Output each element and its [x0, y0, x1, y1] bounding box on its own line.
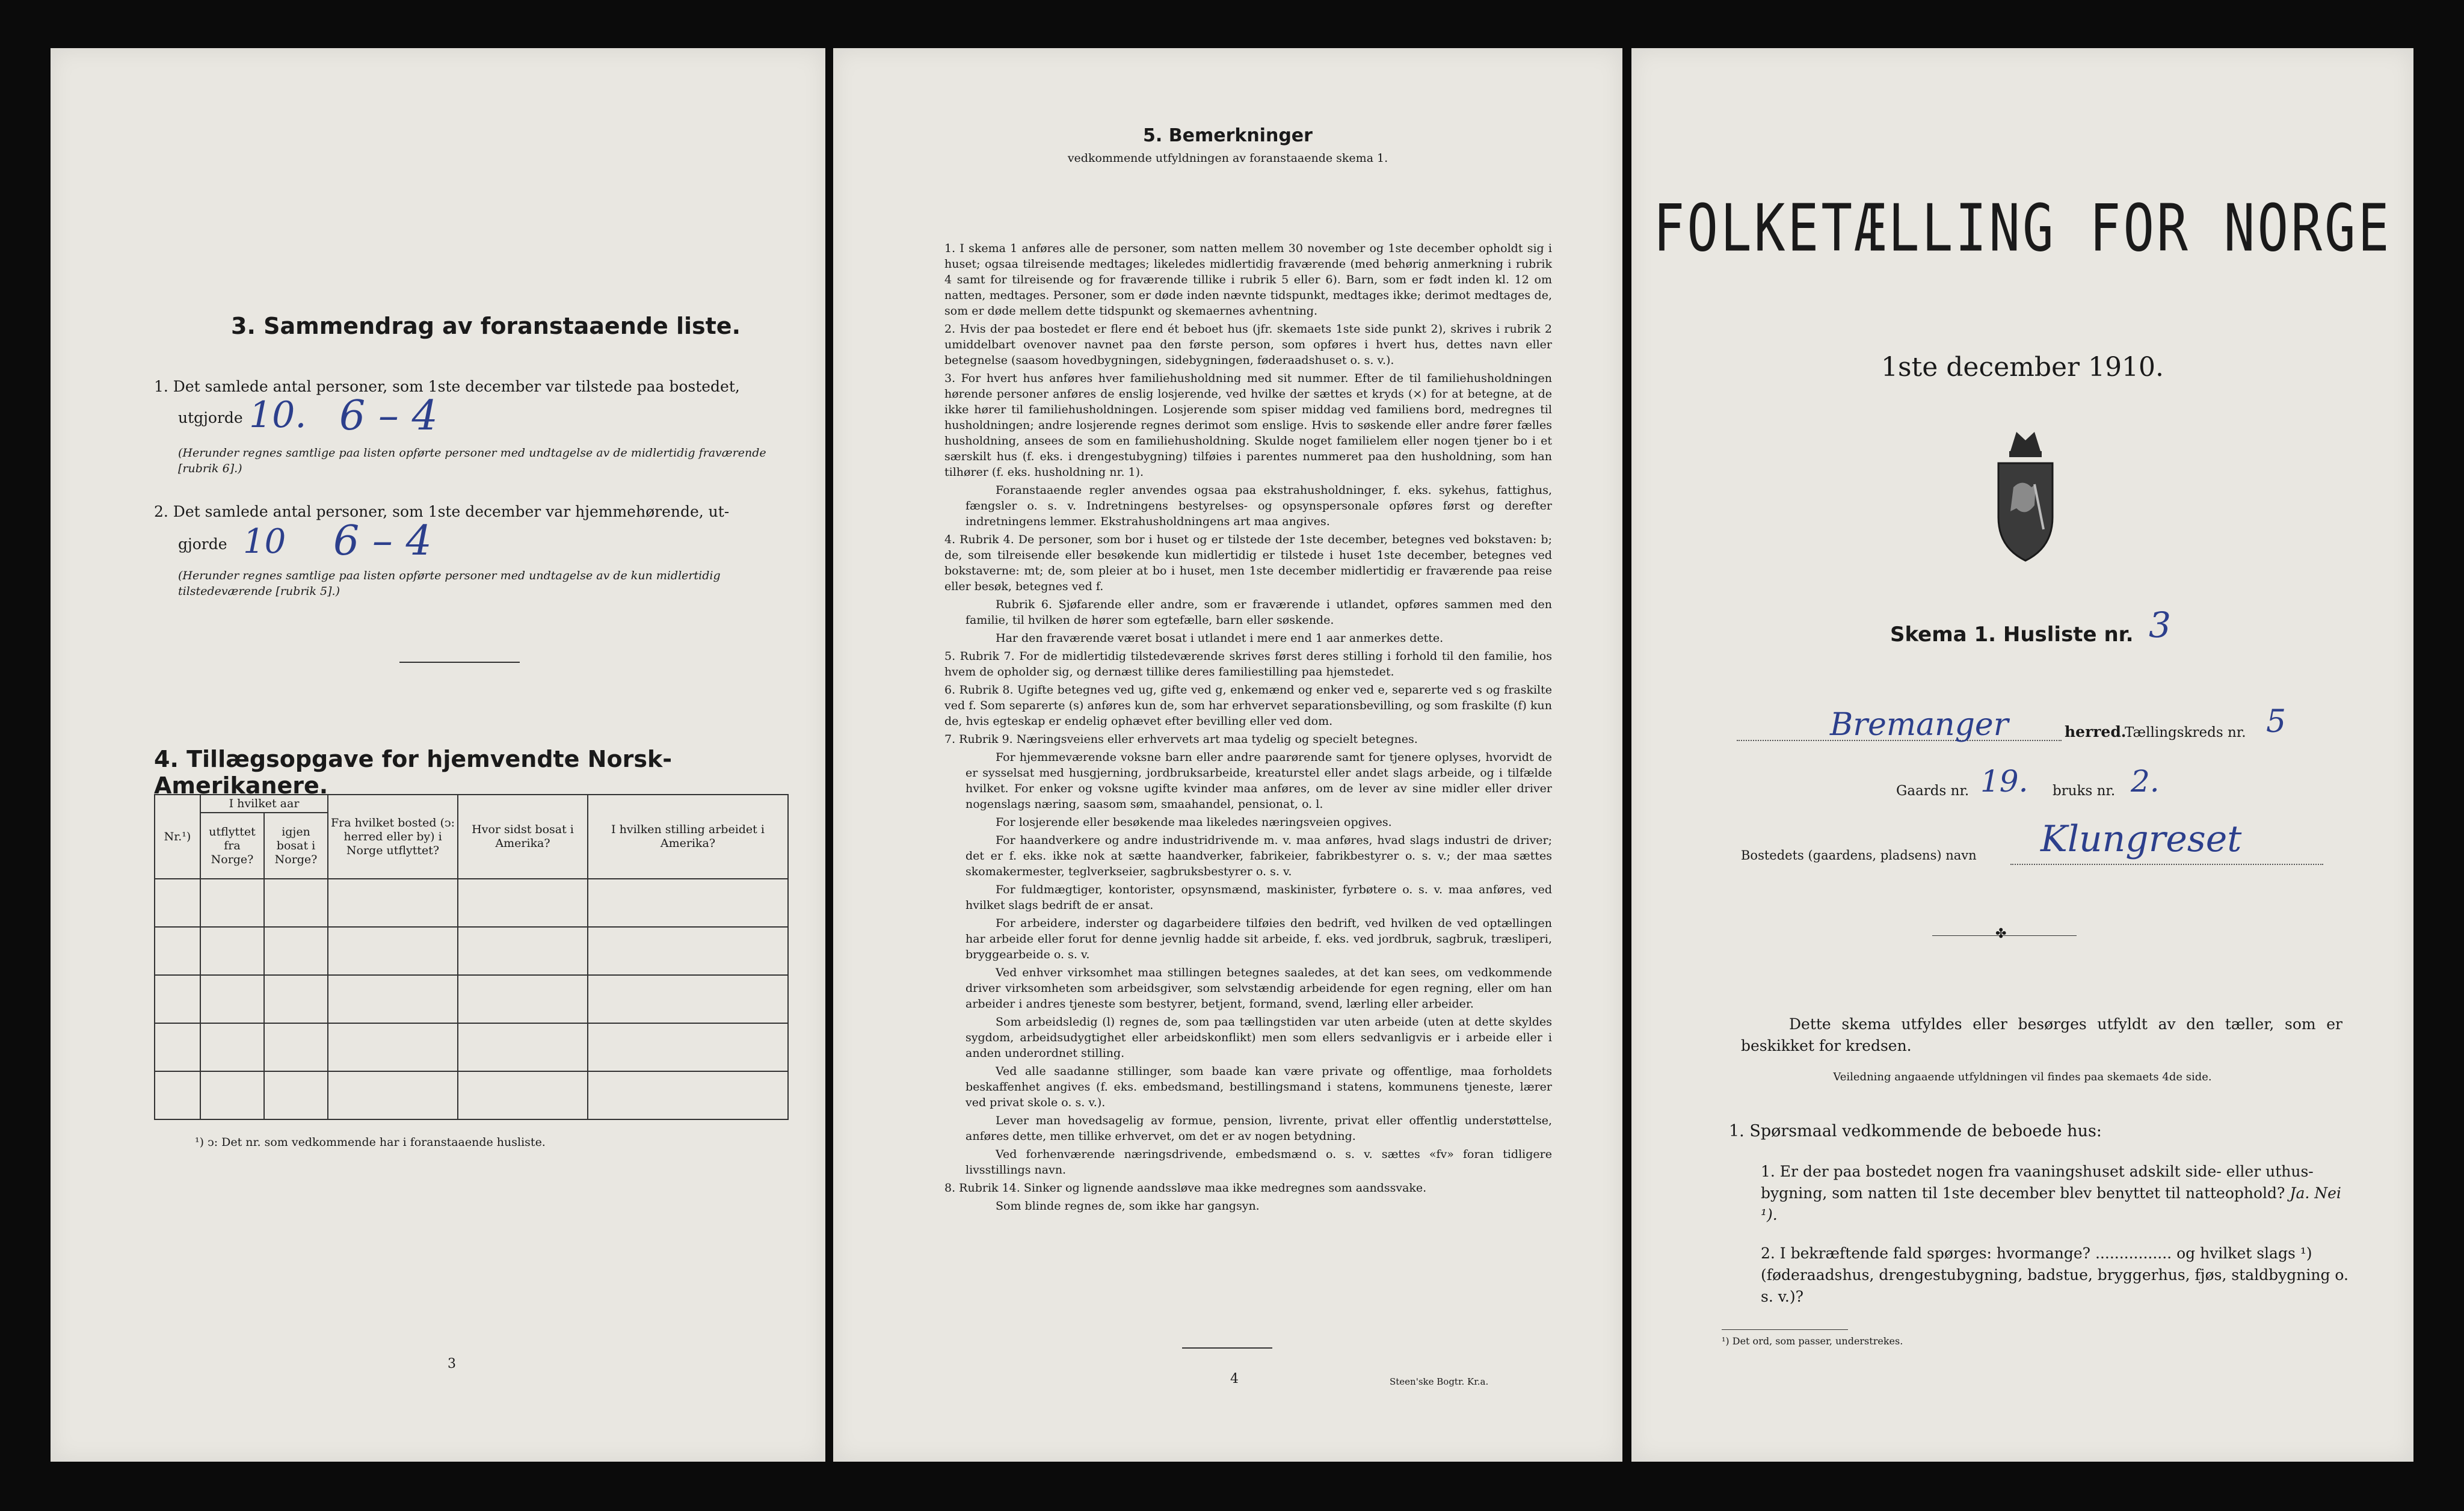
remark-paragraph: For fuldmægtiger, kontorister, opsynsmænd, maskinister, fyrbøtere o. s. v. maa anføres, ved hvilket slags bedrift de er ansat.: [966, 883, 1552, 912]
remark-paragraph: Som blinde regnes de, som ikke har gangsyn.: [996, 1199, 1260, 1213]
table-header-col4: Hvor sidst bosat i Amerika?: [458, 795, 588, 879]
question-heading: 1. Spørsmaal vedkommende de beboede hus:: [1729, 1122, 2102, 1140]
item2-handwritten-total: 10: [243, 522, 286, 561]
norsk-amerikanere-table: [154, 794, 789, 1120]
census-date: 1ste december 1910.: [1880, 352, 2164, 383]
item1-handwritten-split: 6 – 4: [339, 392, 438, 440]
remark-paragraph: Ved alle saadanne stillinger, som baade kan være private og offentlige, maa forholdets beskaffenhet angives (f. eks. embedsmand, bestillingsmand i statens, kommunens tjeneste, lærer ved privat skole o. s. v.).: [966, 1065, 1552, 1109]
remark-paragraph: For hjemmeværende voksne barn eller andre paarørende samt for tjenere oplyses, hvorvidt de er sysselsat med husgjerning, jordbruksarbeide, kreaturstel eller andet slags arbeide, og i tilfælde hvilket. For enker og voksne ugifte kvinder maa anføres, om de lever av sine midler eller driver nogenslags næring, saasom søm, smaahandel, pensionat, o. l.: [966, 751, 1552, 811]
remark-paragraph: Foranstaaende regler anvendes ogsaa paa ekstrahusholdninger, f. eks. sykehus, fattighus, fængsler o. s. v. Indretningens bestyrelses- og opsynspersonale opføres først og derefter indretningens lemmer. Ekstrahusholdningens art maa angives.: [966, 484, 1552, 528]
herred-value: Bremanger: [1830, 707, 2009, 743]
table-header-col1: utflyttet fra Norge?: [200, 813, 264, 879]
page-number: 3: [448, 1356, 456, 1371]
remark-paragraph: 1. I skema 1 anføres alle de personer, som natten mellem 30 november og 1ste december opholdt sig i huset; ogsaa tilreisende medtages; likeledes midlertidig fraværende (med behørig anmerkning i rubrik 4 samt for tilreisende og for fraværende tillike i rubrik 5 eller 6). Barn, som er født inden kl. 12 om natten, medtages. Personer, som er døde inden nævnte tidspunkt, medtages ikke; derimot medtages de, som er døde mellem dette tidspunkt og skemaernes avhentning.: [944, 242, 1552, 318]
remark-paragraph: For arbeidere, inderster og dagarbeidere tilføies den bedrift, ved hvilken de ved optællingen har arbeide eller forut for denne jevnlig hadde sit arbeide, f. eks. ved jordbruk, sagbruk, træsliperi, bryggearbeide o. s. v.: [966, 917, 1552, 961]
kreds-label: Tællingskreds nr.: [2125, 725, 2246, 740]
item2-note: (Herunder regnes samtlige paa listen opførte personer med undtagelse av de kun midlertidig tilstedeværende [rubrik 5].): [178, 569, 721, 598]
ornament-icon: ✤: [1995, 926, 2007, 941]
question-1-answer: Ja. Nei ¹).: [1761, 1184, 2341, 1223]
footnote: ¹) ↄ: Det nr. som vedkommende har i foranstaaende husliste.: [195, 1136, 546, 1149]
remarks-subtitle: vedkommende utfyldningen av foranstaaende skema 1.: [1067, 152, 1388, 165]
bosted-dotted-line: [2010, 864, 2323, 865]
table-header-col5: I hvilken stilling arbeidet i Amerika?: [588, 795, 788, 879]
middle-page: [833, 48, 1622, 1462]
instructions: Dette skema utfyldes eller besørges utfyldt av den tæller, som er beskikket for kredsen.: [1741, 1015, 2342, 1054]
item2-text: 2. Det samlede antal personer, som 1ste december var hjemmehørende, ut-: [154, 503, 730, 520]
remark-paragraph: Lever man hovedsagelig av formue, pension, livrente, privat eller offentlig understøttelse, anføres dette, men tillike erhvervet, om det er av nogen betydning.: [966, 1114, 1552, 1143]
item1-note: (Herunder regnes samtlige paa listen opførte personer med undtagelse av de midlertidig fraværende [rubrik 6].): [178, 446, 766, 475]
remark-paragraph: Rubrik 6. Sjøfarende eller andre, som er fraværende i utlandet, opføres sammen med den familie, til hvilken de hører som egtefælle, barn eller søskende.: [966, 598, 1552, 627]
table-row: [155, 927, 788, 975]
printer-mark: Steen'ske Bogtr. Kr.a.: [1390, 1376, 1489, 1387]
main-title: FOLKETÆLLING FOR NORGE: [1653, 191, 2392, 266]
section3-title: 3. Sammendrag av foranstaaende liste.: [231, 313, 741, 339]
remark-paragraph: Ved forhenværende næringsdrivende, embedsmænd o. s. v. sættes «fv» foran tidligere livsstillings navn.: [966, 1148, 1552, 1177]
footnote-divider: [1722, 1329, 1848, 1330]
divider: [399, 662, 520, 663]
coat-of-arms-icon: [1986, 427, 2065, 565]
skema-label: Skema 1. Husliste nr.: [1890, 623, 2134, 647]
remark-paragraph: 8. Rubrik 14. Sinker og lignende aandssløve maa ikke medregnes som aandssvake.: [944, 1181, 1427, 1195]
remark-paragraph: 6. Rubrik 8. Ugifte betegnes ved ug, gifte ved g, enkemænd og enker ved e, separerte ved s og fraskilte ved f. Som separerte (s) anføres kun de, som har erhvervet separationsbevilling, og som fraskilte (f) kun de, hvis egteskap er endelig ophævet efter bevilling eller ved dom.: [944, 683, 1552, 728]
item2-prefix: gjorde: [178, 535, 227, 553]
page-number: 4: [1230, 1371, 1239, 1386]
remark-paragraph: 2. Hvis der paa bostedet er flere end ét beboet hus (jfr. skemaets 1ste side punkt 2), skrives i rubrik 2 umiddelbart ovenover navnet paa den første person, som opføres i hvert hus, dettes navn eller betegnelse (saasom hovedbygningen, sidebygningen, føderaadshuset o. s. v.).: [944, 322, 1552, 367]
remark-paragraph: Som arbeidsledig (l) regnes de, som paa tællingstiden var uten arbeide (uten at dette skyldes sygdom, arbeidsudygtighet eller arbeidskonflikt) men som ellers sedvanligvis er i arbeide eller i anden underordnet stilling.: [966, 1015, 1552, 1060]
left-page: [51, 48, 825, 1462]
remark-paragraph: 5. Rubrik 7. For de midlertidig tilstedeværende skrives først deres stilling i forhold til den familie, hos hvem de opholder sig, og dernæst tillike deres familiestilling paa hjemstedet.: [944, 650, 1552, 679]
item1-text: 1. Det samlede antal personer, som 1ste december var tilstede paa bostedet,: [154, 378, 740, 395]
bruks-label: bruks nr.: [2053, 783, 2116, 799]
section4-title: 4. Tillægsopgave for hjemvendte Norsk-Amerikanere.: [154, 746, 672, 799]
husliste-number: 3: [2149, 605, 2171, 645]
bosted-label: Bostedets (gaardens, pladsens) navn: [1741, 848, 1977, 863]
footnote: ¹) Det ord, som passer, understrekes.: [1722, 1335, 1903, 1347]
question-1: 1. Er der paa bostedet nogen fra vaaningshuset adskilt side- eller uthus-bygning, som natten til 1ste december blev benyttet til natteophold? Ja. Nei ¹).: [1761, 1163, 2341, 1223]
table-row: [155, 1023, 788, 1071]
bosted-value: Klungreset: [2040, 818, 2242, 860]
remark-paragraph: Har den fraværende været bosat i utlandet i mere end 1 aar anmerkes dette.: [996, 632, 1444, 645]
remark-paragraph: 7. Rubrik 9. Næringsveiens eller erhvervets art maa tydelig og specielt betegnes.: [944, 733, 1418, 746]
gaards-value: 19.: [1980, 764, 2028, 799]
table-header-group: I hvilket aar: [200, 795, 328, 813]
remarks-title: 5. Bemerkninger: [1143, 125, 1313, 146]
question-2: 2. I bekræftende fald spørges: hvormange? ................ og hvilket slags ¹) (føderaadshus, drengestubygning, badstue, bryggerhus, fjøs, staldbygning o. s. v.)?: [1761, 1245, 2348, 1305]
remark-paragraph: 3. For hvert hus anføres hver familiehusholdning med sit nummer. Efter de til familiehusholdningen hørende personer anføres de enslig losjerende, ved hvilke der sættes et kryds (×) for at betegne, at de ikke hører til familiehusholdningen. Losjerende som spiser middag ved familiens bord, medregnes til husholdningen; andre losjerende regnes derimot som enslige. Hvis to søskende eller andre fører fælles husholdning, ansees de som en familiehusholdning. Skulde noget familielem eller nogen tjener bo i et særskilt hus (f. eks. i drengestubygning) tilføies i parentes nummeret paa den husholdning, som han tilhører (f. eks. husholdning nr. 1).: [944, 372, 1552, 479]
veiledning: Veiledning angaaende utfyldningen vil findes paa skemaets 4de side.: [1833, 1071, 2212, 1083]
remark-paragraph: For losjerende eller besøkende maa likeledes næringsveien opgives.: [996, 816, 1392, 829]
item1-prefix: utgjorde: [178, 409, 243, 426]
divider: [1182, 1347, 1272, 1349]
table-header-nr: Nr.¹): [155, 795, 200, 879]
item1-handwritten-total: 10.: [249, 394, 307, 436]
remark-paragraph: 4. Rubrik 4. De personer, som bor i huset og er tilstede der 1ste december, betegnes ved bokstaven: b; de, som tilreisende eller besøkende kun midlertidig er tilstede i huset 1ste december, betegnes ved bokstaverne: mt; de, som pleier at bo i huset, men 1ste december midlertidig er fraværende paa reise eller besøk, betegnes ved f.: [944, 533, 1552, 593]
table-header-col3: Fra hvilket bosted (ↄ: herred eller by) i Norge utflyttet?: [328, 795, 458, 879]
remark-paragraph: For haandverkere og andre industridrivende m. v. maa anføres, hvad slags industri de driver; det er f. eks. ikke nok at sætte haandverker, fabrikeier, fabrikbestyrer o. s. v.; der maa sættes skomakermester, teglverkseier, sagbruksbestyrer o. s. v.: [966, 834, 1552, 878]
table-row: [155, 975, 788, 1023]
gaards-label: Gaards nr.: [1896, 783, 1970, 799]
remark-paragraph: Ved enhver virksomhet maa stillingen betegnes saaledes, at det kan sees, om vedkommende driver virksomheten som arbeidsgiver, som selvstændig arbeidende for egen regning, eller om han arbeider i andres tjeneste som bestyrer, betjent, formand, svend, lærling eller arbeider.: [966, 966, 1552, 1011]
table-row: [155, 879, 788, 927]
herred-label: herred.: [2065, 723, 2127, 740]
item2-handwritten-split: 6 – 4: [333, 517, 432, 565]
bruks-value: 2.: [2131, 764, 2160, 799]
table-row: [155, 1071, 788, 1119]
kreds-value: 5: [2266, 704, 2287, 740]
table-header-col2: igjen bosat i Norge?: [264, 813, 328, 879]
right-page: [1631, 48, 2413, 1462]
